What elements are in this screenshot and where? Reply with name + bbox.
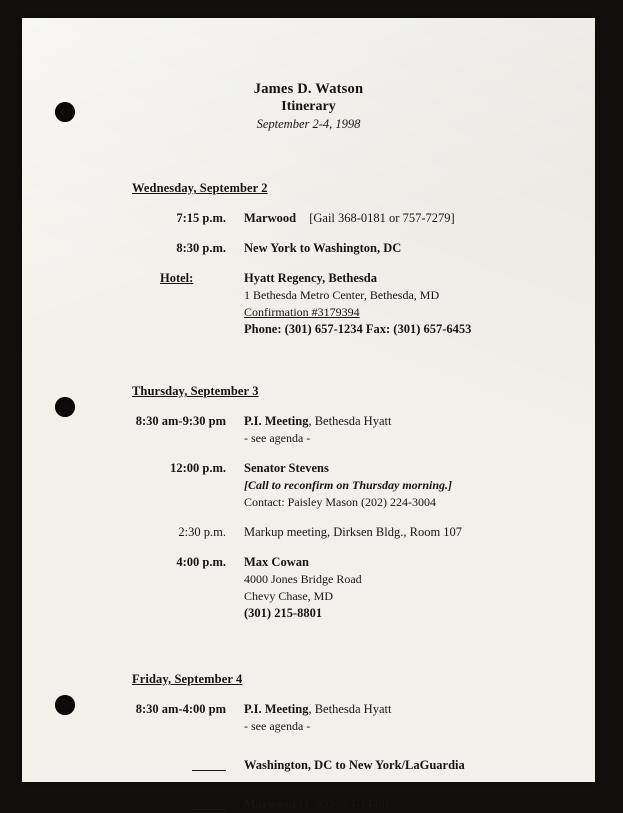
entry-body [244,796,565,813]
meeting-note: - see agenda - [244,431,311,446]
paper-page [22,18,595,812]
schedule-entry [132,210,565,227]
entry-line [244,524,565,541]
entry-line [244,270,565,287]
paper-surface [22,18,595,812]
entry-line [244,494,565,511]
entry-line-normal: (1-800-564-1440) [296,797,389,812]
entry-label-hotel: Hotel: [160,271,194,286]
entry-line [244,571,565,588]
entry-line-bold: Marwood [244,211,297,226]
hotel-name: Hyatt Regency, Bethesda [244,271,377,286]
entry-time-blank [132,757,244,774]
entry-line [244,554,565,571]
day-heading: Thursday, September 3 [132,384,259,399]
day-section-wednesday [132,181,565,338]
entry-line [244,796,565,813]
entry-body [244,460,565,511]
contact-name: Senator Stevens [244,461,329,476]
entry-line [244,413,565,430]
entry-time: 8:30 p.m. [176,241,226,256]
contact-address-city: Chevy Chase, MD [244,589,333,604]
entry-line [244,321,565,338]
document-date-range: September 2-4, 1998 [256,116,361,131]
itinerary-document [22,18,595,812]
entry-time: 4:00 p.m. [176,555,226,570]
day-entries [132,210,565,338]
contact-detail: Contact: Paisley Mason (202) 224-3004 [244,495,436,510]
schedule-entry [132,554,565,622]
person-name: James D. Watson [253,81,364,97]
entry-line-normal: [Gail 368-0181 or 757-7279] [309,211,455,226]
entry-line [244,287,565,304]
entry-line [244,304,565,321]
schedule-entry [132,460,565,511]
entry-line [244,477,565,494]
day-heading: Friday, September 4 [132,672,243,687]
entry-line [244,588,565,605]
meeting-location: , Bethesda Hyatt [308,414,392,429]
entry-body [244,210,565,227]
entry-line [244,240,565,257]
entry-body [244,270,565,338]
entry-time-blank [132,796,244,813]
entry-line [244,718,565,735]
entry-body [244,701,565,735]
meeting-name: P.I. Meeting [244,414,309,429]
entry-time: 2:30 p.m. [178,525,226,540]
entry-body [244,413,565,447]
meeting-note: - see agenda - [244,719,311,734]
entry-body [244,554,565,622]
blank-time-rule [192,800,226,810]
entry-line [244,210,565,227]
contact-name: Max Cowan [244,555,309,570]
entry-time: 7:15 p.m. [176,211,226,226]
schedule-entry [132,757,565,774]
entry-line [244,757,565,774]
meeting-name: P.I. Meeting [244,702,309,717]
entry-line [244,460,565,477]
entry-line [244,701,565,718]
day-heading: Wednesday, September 2 [132,181,268,196]
meeting-description: Markup meeting, Dirksen Bldg., Room 107 [244,525,463,540]
travel-description: Washington, DC to New York/LaGuardia [244,758,465,773]
contact-address-street: 4000 Jones Bridge Road [244,572,362,587]
schedule-entry [132,796,565,813]
day-entries [132,701,565,813]
document-title-block [22,80,595,133]
document-type: Itinerary [281,99,336,115]
hotel-address: 1 Bethesda Metro Center, Bethesda, MD [244,288,440,303]
entry-time: 8:30 am-4:00 pm [135,702,226,717]
entry-body [244,757,565,774]
hotel-confirmation: Confirmation #3179394 [244,305,360,320]
entry-body [244,524,565,541]
hotel-phone-fax: Phone: (301) 657-1234 Fax: (301) 657-6453 [244,322,472,337]
schedule-entry [132,701,565,735]
day-section-friday [132,672,565,813]
day-section-thursday [132,384,565,622]
schedule-entry [132,413,565,447]
schedule-entry-hotel [132,270,565,338]
entry-line [244,430,565,447]
entry-time: 8:30 am-9:30 pm [135,414,226,429]
meeting-location: , Bethesda Hyatt [308,702,392,717]
entry-time: 12:00 p.m. [170,461,226,476]
day-entries [132,413,565,622]
blank-time-rule [192,761,226,771]
entry-line-bold: New York to Washington, DC [244,241,402,256]
schedule-entry [132,524,565,541]
entry-body [244,240,565,257]
entry-line [244,605,565,622]
entry-line-bold: Marwood [244,797,297,812]
contact-note: [Call to reconfirm on Thursday morning.] [244,478,453,493]
contact-phone: (301) 215-8801 [244,606,323,621]
schedule-entry [132,240,565,257]
